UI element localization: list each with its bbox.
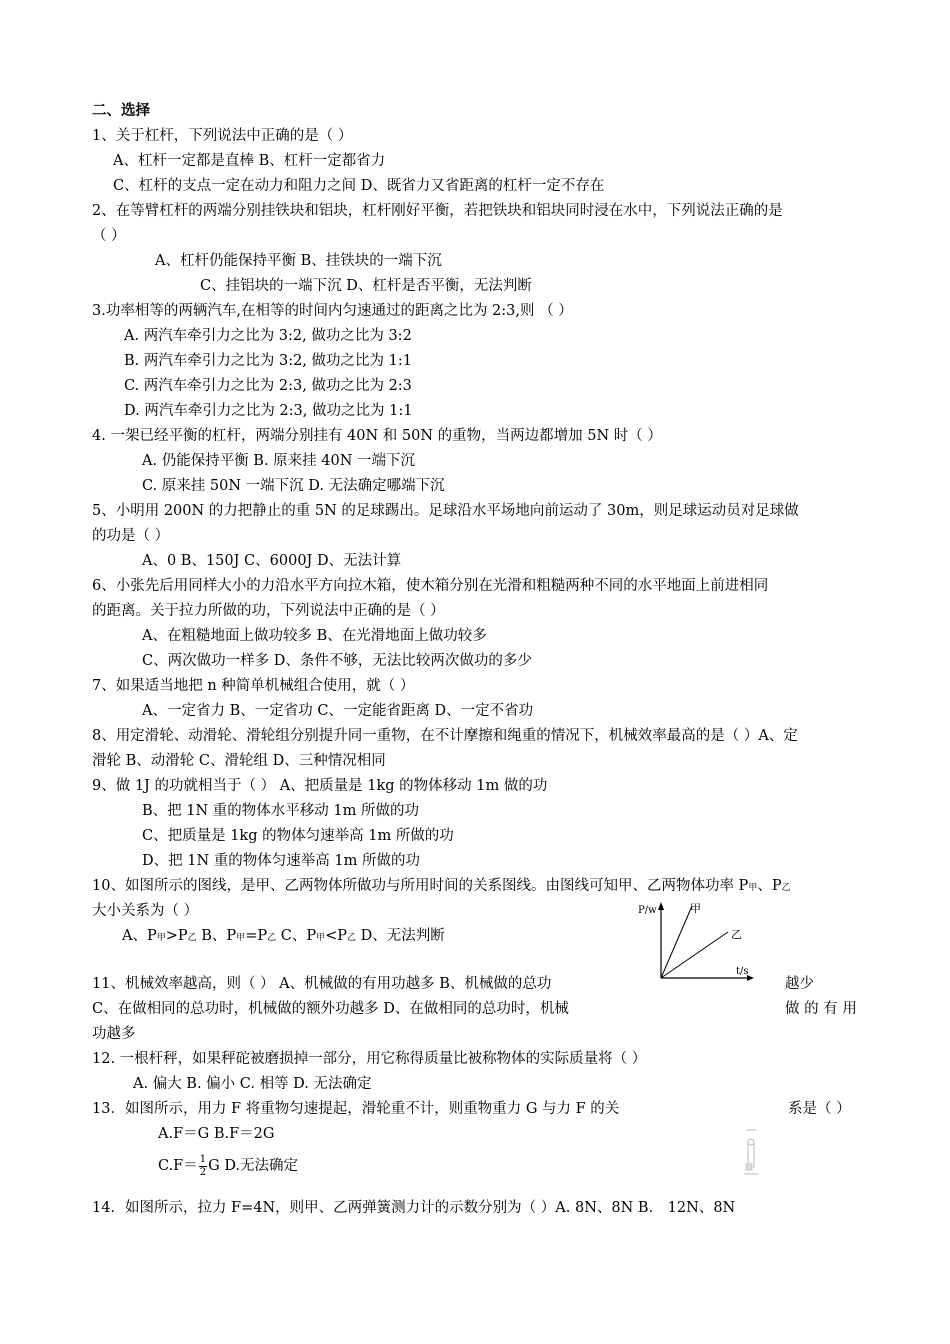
question-11-option-right: 做 的 有 用 xyxy=(785,1001,857,1017)
option-c-prefix: C、P xyxy=(276,928,317,944)
y-axis-label: P/w xyxy=(638,905,657,916)
question-3-option-d: D. 两汽车牵引力之比为 2:3, 做功之比为 1:1 xyxy=(124,403,413,419)
question-13-stem-right: 系是（ ） xyxy=(788,1101,851,1117)
question-13-stem: 13．如图所示，用力 F 将重物匀速提起，滑轮重不计，则重物重力 G 与力 F 的关 xyxy=(92,1101,620,1117)
question-4-option-line: C. 原来挂 50N 一端下沉 D. 无法确定哪端下沉 xyxy=(142,478,445,494)
option-b-mid: =P xyxy=(245,928,268,944)
subscript-yi: 乙 xyxy=(347,933,357,943)
question-1-option-line: C、杠杆的支点一定在动力和阻力之间 D、既省力又省距离的杠杆一定不存在 xyxy=(113,178,605,194)
question-7-options: A、一定省力 B、一定省功 C、一定能省距离 D、一定不省功 xyxy=(142,703,534,719)
pulley-figure xyxy=(742,1128,760,1176)
question-12-options: A. 偏大 B. 偏小 C. 相等 D. 无法确定 xyxy=(133,1076,372,1092)
question-8-stem-cont: 滑轮 B、动滑轮 C、滑轮组 D、三种情况相同 xyxy=(92,753,386,769)
question-5-stem: 5、小明用 200N 的力把静止的重 5N 的足球踢出。足球沿水平场地向前运动了 30m，则足球运动员对足球做 xyxy=(92,503,799,519)
fraction-denominator: 2 xyxy=(199,1166,207,1178)
x-axis-label: t/s xyxy=(736,966,749,977)
power-time-graph xyxy=(630,898,755,983)
question-6-stem-cont: 的距离。关于拉力所做的功，下列说法中正确的是（ ） xyxy=(92,603,445,619)
option-c-mid: <P xyxy=(325,928,348,944)
question-3-option-c: C. 两汽车牵引力之比为 2:3, 做功之比为 2:3 xyxy=(124,378,412,394)
weight-block xyxy=(746,1164,752,1170)
subscript-jia: 甲 xyxy=(236,933,246,943)
section-title: 二、选择 xyxy=(92,102,150,119)
question-11-option-line: C、在做相同的总功时，机械做的额外功越多 D、在做相同的总功时，机械 xyxy=(92,1001,569,1017)
question-1-stem: 1、关于杠杆，下列说法中正确的是（ ） xyxy=(92,128,353,144)
question-5-options: A、0 B、150J C、6000J D、无法计算 xyxy=(142,553,402,569)
question-8-stem: 8、用定滑轮、动滑轮、滑轮组分别提升同一重物，在不计摩擦和绳重的情况下，机械效率最高的是（ ）A、定 xyxy=(92,728,798,744)
question-13-option-line xyxy=(158,1152,298,1180)
option-c-prefix: C.F＝ xyxy=(158,1158,198,1174)
question-13-option-line: A.F＝G B.F＝2G xyxy=(158,1126,275,1142)
question-10-options xyxy=(122,927,445,947)
question-9-option-c: C、把质量是 1kg 的物体匀速举高 1m 所做的功 xyxy=(142,828,454,844)
subscript-yi: 乙 xyxy=(187,933,197,943)
question-3-option-a: A. 两汽车牵引力之比为 3:2, 做功之比为 3:2 xyxy=(124,328,412,344)
question-10-stem-cont: 大小关系为（ ） xyxy=(92,903,199,919)
subscript-jia: 甲 xyxy=(748,883,758,893)
y-axis-arrow xyxy=(658,902,664,910)
label-jia: 甲 xyxy=(690,902,701,915)
question-6-stem: 6、小张先后用同样大小的力沿水平方向拉木箱，使木箱分别在光滑和粗糙两种不同的水平地面上前进相同 xyxy=(92,578,769,594)
question-3-option-b: B. 两汽车牵引力之比为 3:2, 做功之比为 1:1 xyxy=(124,353,412,369)
fraction-numerator: 1 xyxy=(199,1153,207,1165)
option-a-mid: >P xyxy=(165,928,188,944)
question-10-stem-text: 10、如图所示的图线，是甲、乙两物体所做功与所用时间的关系图线。由图线可知甲、乙两物体功率 P xyxy=(92,878,749,894)
subscript-jia: 甲 xyxy=(316,933,326,943)
question-11-stem: 11、机械效率越高，则（ ） A、机械做的有用功越多 B、机械做的总功 xyxy=(92,976,552,992)
option-a-prefix: A、P xyxy=(122,928,157,944)
question-14-stem: 14．如图所示，拉力 F=4N，则甲、乙两弹簧测力计的示数分别为（ ）A. 8N、8N B． 12N、8N xyxy=(92,1200,736,1216)
question-9-option-d: D、把 1N 重的物体匀速举高 1m 所做的功 xyxy=(142,853,420,869)
subscript-yi: 乙 xyxy=(781,883,791,893)
question-3-stem: 3.功率相等的两辆汽车,在相等的时间内匀速通过的距离之比为 2:3,则 （ ） xyxy=(92,303,573,319)
question-10-stem xyxy=(92,877,791,897)
question-12-stem: 12. 一根杆秤，如果秤砣被磨损掉一部分，用它称得质量比被称物体的实际质量将（ ） xyxy=(92,1051,647,1067)
label-yi: 乙 xyxy=(731,928,742,941)
question-6-option-line: A、在粗糙地面上做功较多 B、在光滑地面上做功较多 xyxy=(142,628,487,644)
option-d: D、无法判断 xyxy=(356,928,445,944)
question-11-option-cont: 功越多 xyxy=(92,1026,136,1042)
option-c-suffix: G D.无法确定 xyxy=(208,1158,299,1174)
question-11-stem-right: 越少 xyxy=(785,976,814,992)
question-2-stem-cont: （ ） xyxy=(92,228,126,244)
question-9-stem: 9、做 1J 的功就相当于（ ） A、把质量是 1kg 的物体移动 1m 做的功 xyxy=(92,778,548,794)
question-5-stem-cont: 的功是（ ） xyxy=(92,528,170,544)
pulley-wheel xyxy=(748,1139,754,1145)
subscript-yi: 乙 xyxy=(267,933,277,943)
question-4-stem: 4. 一架已经平衡的杠杆，两端分别挂有 40N 和 50N 的重物，当两边都增加 5N 时（ ） xyxy=(92,428,662,444)
question-2-option-line: C、挂铝块的一端下沉 D、杠杆是否平衡，无法判断 xyxy=(200,278,532,294)
question-6-option-line: C、两次做功一样多 D、条件不够，无法比较两次做功的多少 xyxy=(142,653,532,669)
question-10-stem-mid: 、P xyxy=(757,878,782,894)
question-2-option-line: A、杠杆仍能保持平衡 B、挂铁块的一端下沉 xyxy=(155,253,442,269)
question-1-option-line: A、杠杆一定都是直棒 B、杠杆一定都省力 xyxy=(113,153,386,169)
question-4-option-line: A. 仍能保持平衡 B. 原来挂 40N 一端下沉 xyxy=(142,453,416,469)
option-b-prefix: B、P xyxy=(196,928,237,944)
subscript-jia: 甲 xyxy=(156,933,166,943)
fraction-one-half xyxy=(199,1154,207,1179)
question-9-option-b: B、把 1N 重的物体水平移动 1m 所做的功 xyxy=(142,803,419,819)
question-7-stem: 7、如果适当地把 n 种简单机械组合使用，就（ ） xyxy=(92,678,415,694)
question-2-stem: 2、在等臂杠杆的两端分别挂铁块和铝块，杠杆刚好平衡，若把铁块和铝块同时浸在水中，下列说法正确的是 xyxy=(92,203,783,219)
